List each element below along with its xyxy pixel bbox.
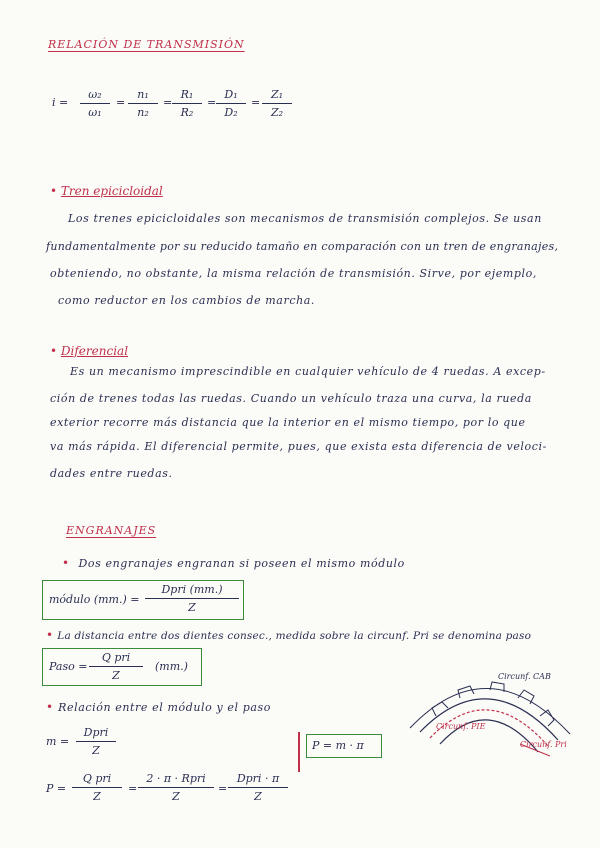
p-m-pi-box (306, 734, 382, 758)
paso-formula-box (42, 648, 202, 686)
fraction-numerator: Dpri (mm.) (161, 583, 223, 596)
fraction-denominator: R₂ (180, 106, 194, 119)
paragraph-line: fundamentalmente por su reducido tamaño en comparación con un tren de engranajes, (46, 240, 559, 253)
paragraph-line: ción de trenes todas las ruedas. Cuando un vehículo traza una curva, la rueda (50, 392, 532, 405)
modulo-formula-box (42, 580, 244, 620)
p-fraction (138, 772, 214, 803)
fraction-denominator: Z (92, 744, 100, 757)
fraction-denominator: Z (172, 790, 180, 803)
fraction-denominator: ω₁ (88, 106, 102, 119)
fraction-denominator: Z (112, 669, 120, 682)
fraction-r (172, 88, 202, 119)
bullet-dot: • (46, 700, 59, 714)
heading-text: Diferencial (60, 344, 129, 358)
fraction-denominator: Z (93, 790, 101, 803)
equals-sign: = (163, 96, 173, 109)
label-circunf-pri: Circunf. Pri (520, 740, 567, 749)
fraction-n (128, 88, 158, 119)
fraction-d (216, 88, 246, 119)
red-marker-line (298, 732, 300, 772)
fraction-numerator: R₁ (180, 88, 194, 101)
bullet-item (62, 556, 405, 570)
equals-sign: = (218, 782, 228, 795)
fraction-denominator: n₂ (137, 106, 149, 119)
m-fraction (76, 726, 116, 757)
formula-lhs: Paso = (49, 660, 88, 673)
p-m-pi-text: P = m · π (312, 739, 364, 752)
fraction-numerator: Dpri (83, 726, 109, 739)
formula-lhs: m = (46, 735, 70, 748)
fraction-denominator: Z (188, 601, 196, 614)
gear-arc-diagram (408, 670, 588, 770)
heading-text: Tren epicicloidal (60, 184, 163, 198)
equals-sign: = (128, 782, 138, 795)
fraction-numerator: ω₂ (88, 88, 102, 101)
heading-tren-epicicloidal (50, 180, 163, 199)
paso-fraction (89, 651, 143, 682)
equals-sign: = (116, 96, 126, 109)
p-fraction (228, 772, 288, 803)
bullet-dot: • (50, 344, 61, 358)
label-circunf-pie: Circunf. PIE (436, 722, 486, 731)
section-title-engranajes: ENGRANAJES (66, 524, 157, 537)
p-fraction (72, 772, 122, 803)
fraction-numerator: Q pri (82, 772, 112, 785)
formula-lhs: módulo (mm.) = (49, 593, 140, 606)
bullet-dot: • (46, 628, 58, 642)
unit-label: (mm.) (155, 660, 188, 673)
fraction-numerator: Z₁ (270, 88, 284, 101)
heading-diferencial (50, 340, 128, 359)
fraction-z (262, 88, 292, 119)
section-title-transmision: RELACIÓN DE TRANSMISIÓN (48, 38, 245, 51)
bullet-dot: • (50, 184, 61, 198)
fraction-numerator: Dpri · π (236, 772, 280, 785)
paragraph-line: Es un mecanismo imprescindible en cualquier vehículo de 4 ruedas. A excep- (70, 365, 546, 378)
fraction-denominator: D₂ (224, 106, 238, 119)
paragraph-line: Los trenes epicicloidales son mecanismos de transmisión complejos. Se usan (68, 212, 542, 225)
bullet-text: La distancia entre dos dientes consec., medida sobre la circunf. Pri se denomina paso (57, 630, 532, 642)
paragraph-line: dades entre ruedas. (50, 467, 173, 480)
fraction-denominator: Z₂ (270, 106, 284, 119)
fraction-numerator: 2 · π · Rpri (146, 772, 206, 785)
paragraph-line: como reductor en los cambios de marcha. (58, 294, 316, 307)
formula-lhs: P = (46, 782, 67, 795)
fraction-denominator: Z (254, 790, 262, 803)
fraction-numerator: Q pri (101, 651, 131, 664)
modulo-fraction (145, 583, 239, 614)
equals-sign: = (207, 96, 217, 109)
gear-arc-svg (408, 670, 588, 770)
equals-sign: = (251, 96, 261, 109)
paragraph-line: exterior recorre más distancia que la interior en el mismo tiempo, por lo que (50, 416, 526, 429)
bullet-item (46, 628, 531, 642)
fraction-numerator: n₁ (137, 88, 149, 101)
label-circunf-cab: Circunf. CAB (498, 672, 551, 681)
paragraph-line: obteniendo, no obstante, la misma relación de transmisión. Sirve, por ejemplo, (50, 267, 537, 280)
bullet-text: Relación entre el módulo y el paso (58, 701, 271, 714)
formula-lhs: i = (52, 96, 69, 109)
fraction-numerator: D₁ (224, 88, 238, 101)
bullet-text: Dos engranajes engranan si poseen el mismo módulo (78, 557, 405, 570)
paragraph-line: va más rápida. El diferencial permite, pues, que exista esta diferencia de veloci- (50, 440, 547, 453)
bullet-item (46, 700, 271, 714)
bullet-dot: • (62, 556, 79, 570)
fraction-omega (80, 88, 110, 119)
